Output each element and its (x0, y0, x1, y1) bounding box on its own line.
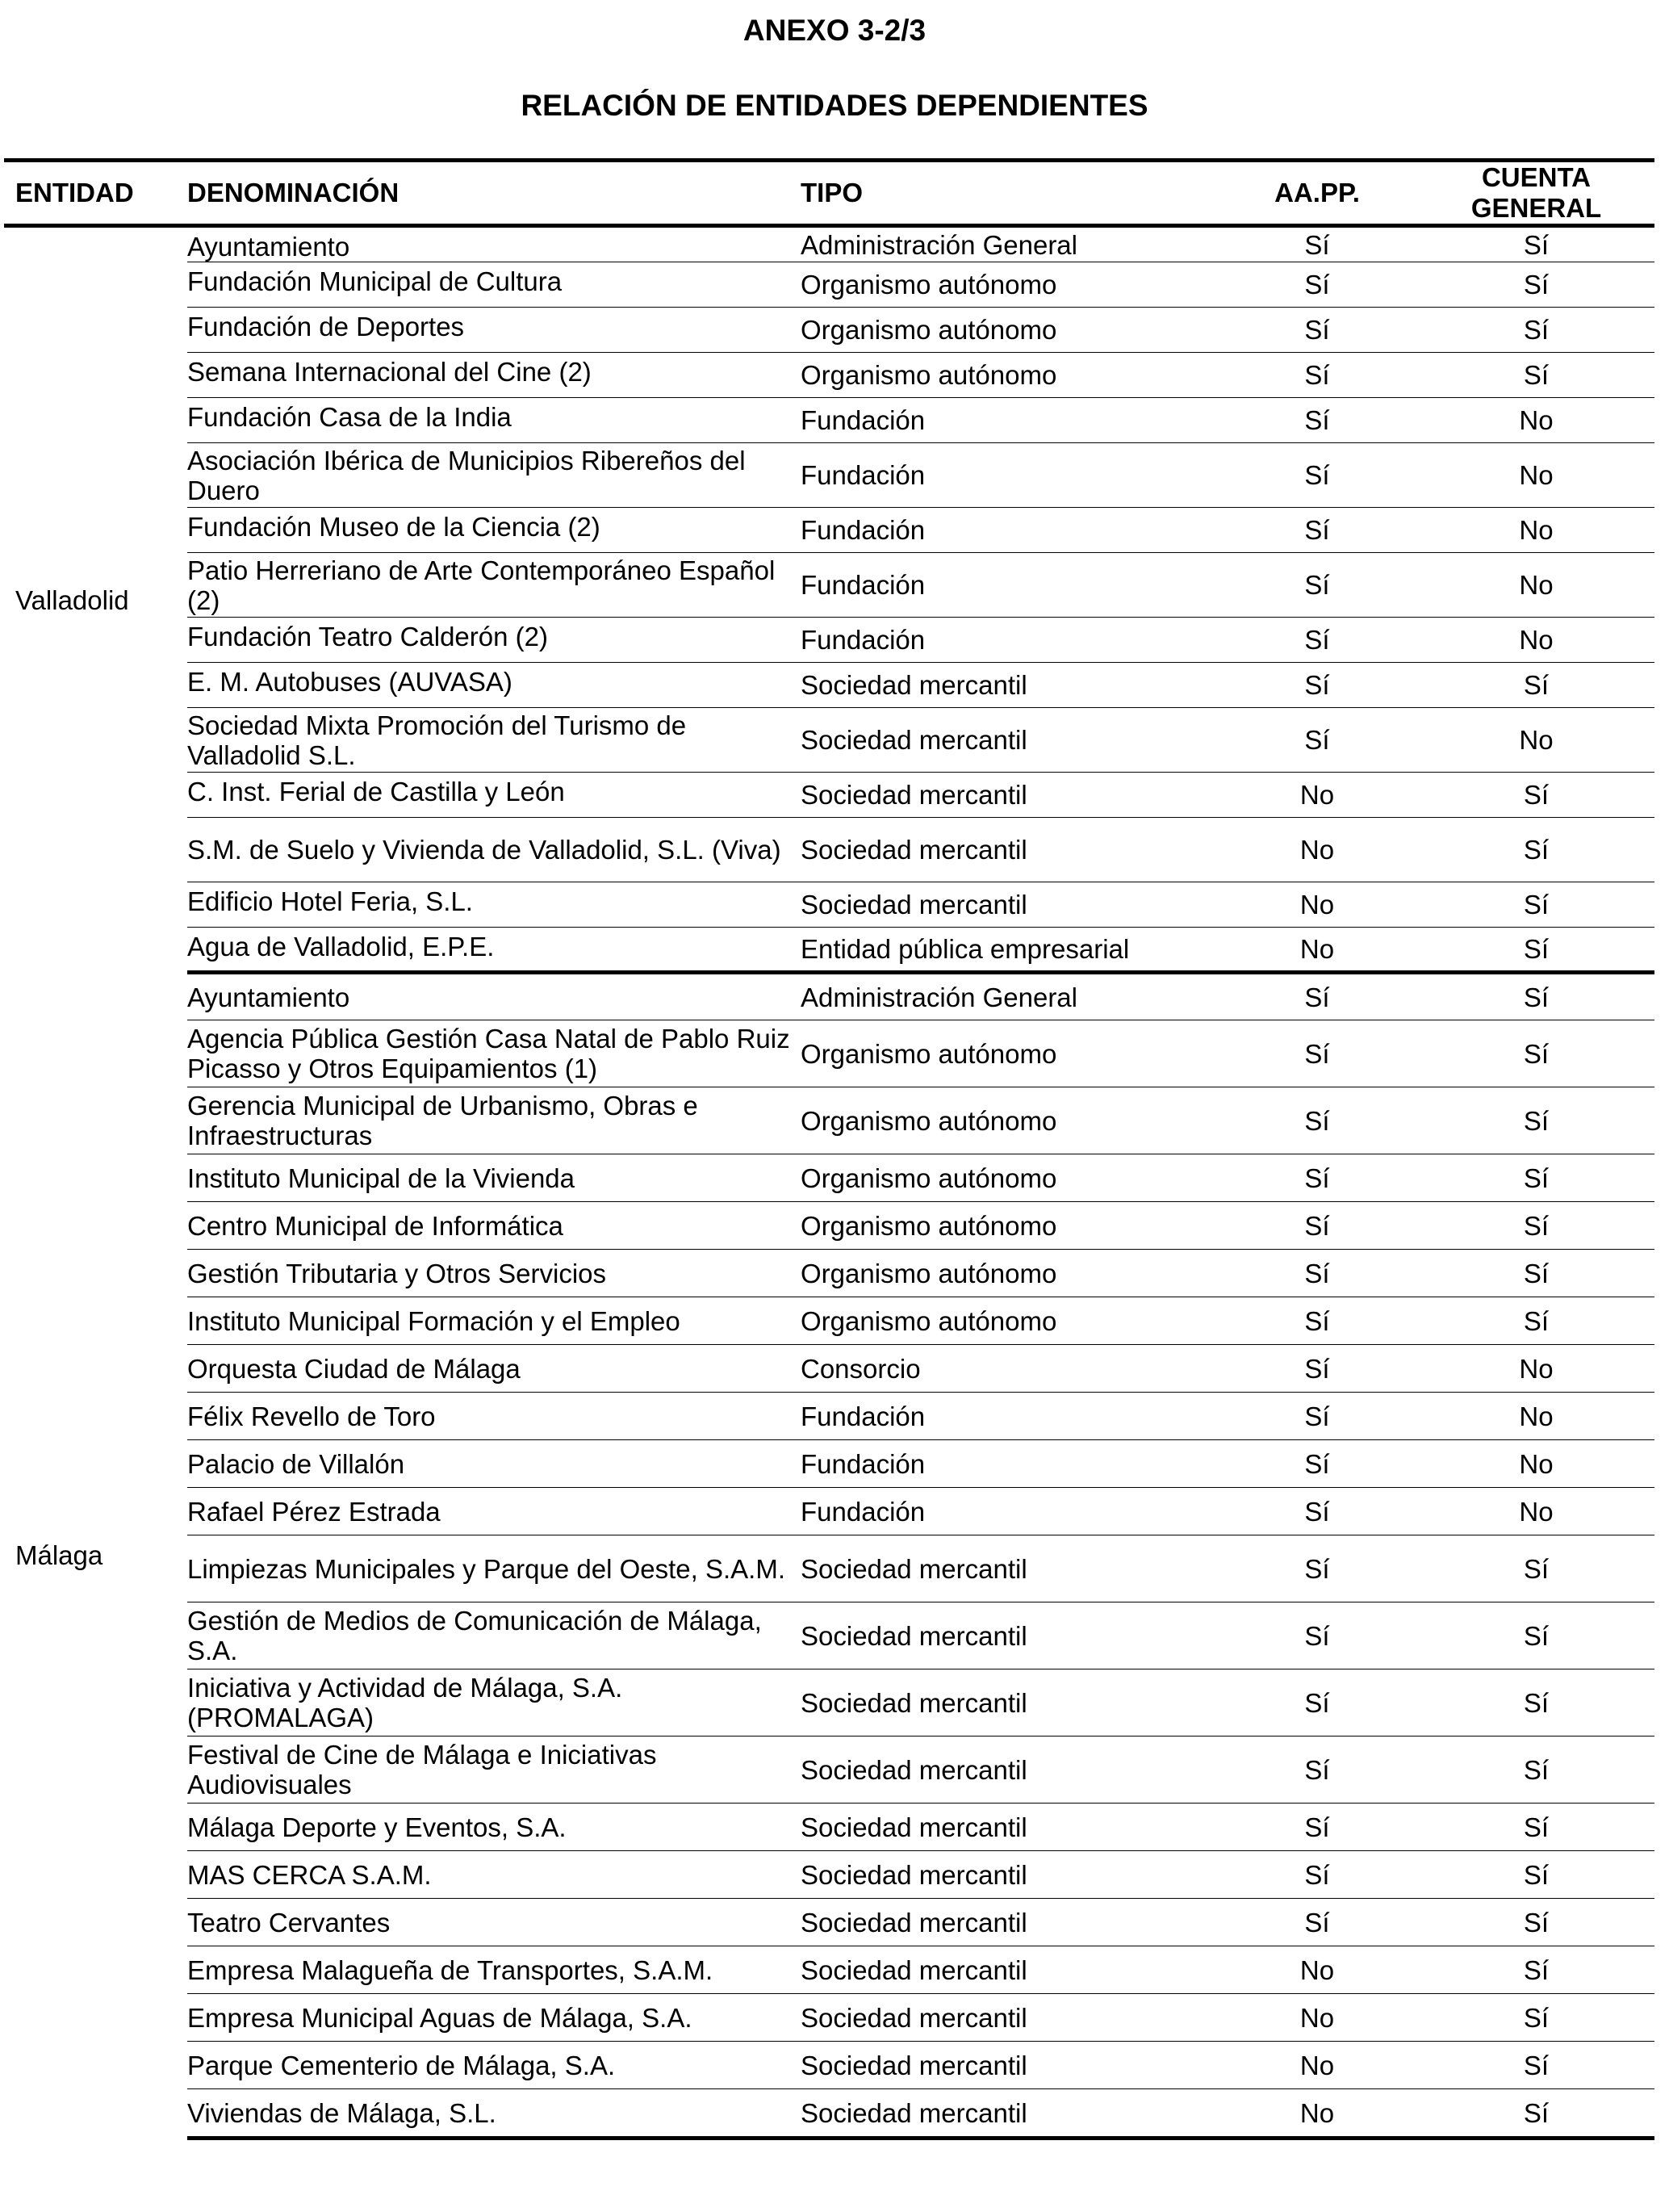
denominacion-cell: Fundación Teatro Calderón (2) (187, 618, 801, 663)
aapp-cell: Sí (1216, 1535, 1418, 1602)
cuenta-general-cell: Sí (1418, 973, 1654, 1020)
entidad-cell: Valladolid (15, 584, 129, 615)
tipo-cell: Organismo autónomo (801, 1154, 1216, 1202)
table-row (4, 818, 1654, 882)
denominacion-cell: Fundación Museo de la Ciencia (2) (187, 508, 801, 553)
aapp-cell: Sí (1216, 443, 1418, 508)
tipo-cell: Organismo autónomo (801, 1020, 1216, 1087)
tipo-cell: Fundación (801, 1393, 1216, 1440)
aapp-cell: Sí (1216, 1202, 1418, 1250)
aapp-cell: Sí (1216, 1669, 1418, 1737)
tipo-cell: Sociedad mercantil (801, 882, 1216, 928)
aapp-cell: Sí (1216, 663, 1418, 708)
table-row (4, 1154, 1654, 1202)
table-row (4, 2042, 1654, 2089)
tipo-cell: Sociedad mercantil (801, 2089, 1216, 2139)
table-row (4, 2089, 1654, 2139)
aapp-cell: Sí (1216, 226, 1418, 262)
cuenta-general-cell: No (1418, 708, 1654, 773)
denominacion-cell: Gestión de Medios de Comunicación de Málaga, S.A. (187, 1602, 801, 1669)
aapp-cell: Sí (1216, 1602, 1418, 1669)
table-row (4, 398, 1654, 443)
tipo-cell: Sociedad mercantil (801, 1535, 1216, 1602)
tipo-cell: Fundación (801, 618, 1216, 663)
denominacion-cell: Empresa Municipal Aguas de Málaga, S.A. (187, 1994, 801, 2042)
cuenta-general-cell: Sí (1418, 1899, 1654, 1946)
aapp-cell: No (1216, 773, 1418, 818)
tipo-cell: Sociedad mercantil (801, 1994, 1216, 2042)
table-row (4, 882, 1654, 928)
table-row (4, 1535, 1654, 1602)
denominacion-cell: Instituto Municipal Formación y el Empleo (187, 1297, 801, 1345)
tipo-cell: Sociedad mercantil (801, 1899, 1216, 1946)
cuenta-general-cell: Sí (1418, 1297, 1654, 1345)
cuenta-general-cell: Sí (1418, 262, 1654, 308)
tipo-cell: Sociedad mercantil (801, 1737, 1216, 1804)
cuenta-general-cell: Sí (1418, 1020, 1654, 1087)
tipo-cell: Organismo autónomo (801, 353, 1216, 398)
table-row (4, 1020, 1654, 1087)
table-row (4, 508, 1654, 553)
denominacion-cell: Gerencia Municipal de Urbanismo, Obras e Infraestructuras (187, 1087, 801, 1154)
aapp-cell: Sí (1216, 1851, 1418, 1899)
cuenta-general-cell: No (1418, 553, 1654, 618)
table-row (4, 1602, 1654, 1669)
cuenta-general-cell: Sí (1418, 1250, 1654, 1297)
denominacion-cell: Centro Municipal de Informática (187, 1202, 801, 1250)
aapp-cell: Sí (1216, 1804, 1418, 1851)
cuenta-general-cell: Sí (1418, 1737, 1654, 1804)
denominacion-cell: Parque Cementerio de Málaga, S.A. (187, 2042, 801, 2089)
table-row (4, 773, 1654, 818)
tipo-cell: Administración General (801, 973, 1216, 1020)
table-row (4, 353, 1654, 398)
cuenta-general-cell: Sí (1418, 773, 1654, 818)
table-row (4, 1851, 1654, 1899)
denominacion-cell: Sociedad Mixta Promoción del Turismo de Valladolid S.L. (187, 708, 801, 773)
denominacion-cell: Teatro Cervantes (187, 1899, 801, 1946)
cuenta-general-cell: Sí (1418, 1602, 1654, 1669)
cuenta-general-cell: Sí (1418, 882, 1654, 928)
cuenta-general-cell: Sí (1418, 1087, 1654, 1154)
aapp-cell: Sí (1216, 1087, 1418, 1154)
tipo-cell: Fundación (801, 553, 1216, 618)
table-body (4, 226, 1654, 2139)
aapp-cell: Sí (1216, 553, 1418, 618)
denominacion-cell: Iniciativa y Actividad de Málaga, S.A. (PROMALAGA) (187, 1669, 801, 1737)
tipo-cell: Organismo autónomo (801, 262, 1216, 308)
aapp-cell: Sí (1216, 1020, 1418, 1087)
table-row (4, 262, 1654, 308)
cuenta-general-cell: No (1418, 1345, 1654, 1393)
tipo-cell: Sociedad mercantil (801, 1804, 1216, 1851)
table-row (4, 663, 1654, 708)
denominacion-cell: Ayuntamiento (187, 226, 801, 262)
denominacion-cell: Patio Herreriano de Arte Contemporáneo Español (2) (187, 553, 801, 618)
table-row (4, 1946, 1654, 1994)
denominacion-cell: Viviendas de Málaga, S.L. (187, 2089, 801, 2139)
tipo-cell: Fundación (801, 398, 1216, 443)
denominacion-cell: Festival de Cine de Málaga e Iniciativas Audiovisuales (187, 1737, 801, 1804)
aapp-cell: Sí (1216, 262, 1418, 308)
denominacion-cell: Fundación Casa de la India (187, 398, 801, 443)
cuenta-general-cell: No (1418, 618, 1654, 663)
tipo-cell: Sociedad mercantil (801, 1851, 1216, 1899)
tipo-cell: Fundación (801, 1440, 1216, 1488)
aapp-cell: No (1216, 928, 1418, 973)
tipo-cell: Sociedad mercantil (801, 663, 1216, 708)
aapp-cell: No (1216, 882, 1418, 928)
tipo-cell: Fundación (801, 443, 1216, 508)
aapp-cell: Sí (1216, 1250, 1418, 1297)
cuenta-general-cell: Sí (1418, 226, 1654, 262)
tipo-cell: Organismo autónomo (801, 1250, 1216, 1297)
aapp-cell: No (1216, 1994, 1418, 2042)
table-row (4, 973, 1654, 1020)
cuenta-general-cell: Sí (1418, 2042, 1654, 2089)
tipo-cell: Organismo autónomo (801, 1297, 1216, 1345)
aapp-cell: Sí (1216, 1154, 1418, 1202)
cuenta-general-cell: Sí (1418, 1202, 1654, 1250)
tipo-cell: Consorcio (801, 1345, 1216, 1393)
denominacion-cell: Gestión Tributaria y Otros Servicios (187, 1250, 801, 1297)
table-row (4, 1804, 1654, 1851)
denominacion-cell: Empresa Malagueña de Transportes, S.A.M. (187, 1946, 801, 1994)
denominacion-cell: Málaga Deporte y Eventos, S.A. (187, 1804, 801, 1851)
table-row (4, 308, 1654, 353)
denominacion-cell: Fundación de Deportes (187, 308, 801, 353)
denominacion-cell: Edificio Hotel Feria, S.L. (187, 882, 801, 928)
annex-number: ANEXO 3-2/3 (742, 14, 927, 47)
denominacion-cell: Orquesta Ciudad de Málaga (187, 1345, 801, 1393)
table-header-row (4, 161, 1654, 226)
tipo-cell: Fundación (801, 1488, 1216, 1535)
tipo-cell: Sociedad mercantil (801, 1946, 1216, 1994)
tipo-cell: Organismo autónomo (801, 1087, 1216, 1154)
cuenta-general-cell: Sí (1418, 1535, 1654, 1602)
denominacion-cell: Rafael Pérez Estrada (187, 1488, 801, 1535)
denominacion-cell: Semana Internacional del Cine (2) (187, 353, 801, 398)
table-row (4, 928, 1654, 973)
aapp-cell: Sí (1216, 1488, 1418, 1535)
cuenta-general-cell: Sí (1418, 1804, 1654, 1851)
denominacion-cell: Agua de Valladolid, E.P.E. (187, 928, 801, 973)
cuenta-general-cell: Sí (1418, 928, 1654, 973)
table-row (4, 1393, 1654, 1440)
tipo-cell: Administración General (801, 226, 1216, 262)
aapp-cell: Sí (1216, 398, 1418, 443)
table-row (4, 226, 1654, 262)
denominacion-cell: Fundación Municipal de Cultura (187, 262, 801, 308)
col-header-aapp: AA.PP. (1216, 161, 1418, 226)
table-row (4, 553, 1654, 618)
cuenta-general-cell: No (1418, 1393, 1654, 1440)
aapp-cell: Sí (1216, 308, 1418, 353)
table-row (4, 1440, 1654, 1488)
cuenta-general-cell: Sí (1418, 1154, 1654, 1202)
aapp-cell: No (1216, 2042, 1418, 2089)
denominacion-cell: MAS CERCA S.A.M. (187, 1851, 801, 1899)
entities-table (4, 158, 1654, 2140)
tipo-cell: Sociedad mercantil (801, 818, 1216, 882)
aapp-cell: Sí (1216, 973, 1418, 1020)
table-row (4, 1250, 1654, 1297)
aapp-cell: Sí (1216, 1297, 1418, 1345)
aapp-cell: Sí (1216, 1440, 1418, 1488)
tipo-cell: Sociedad mercantil (801, 1602, 1216, 1669)
denominacion-cell: C. Inst. Ferial de Castilla y León (187, 773, 801, 818)
cuenta-general-cell: Sí (1418, 1669, 1654, 1737)
cuenta-general-cell: No (1418, 1440, 1654, 1488)
table-row (4, 1669, 1654, 1737)
tipo-cell: Organismo autónomo (801, 308, 1216, 353)
cuenta-general-cell: Sí (1418, 818, 1654, 882)
cuenta-general-cell: No (1418, 508, 1654, 553)
cuenta-general-cell: Sí (1418, 353, 1654, 398)
table-row (4, 1994, 1654, 2042)
tipo-cell: Sociedad mercantil (801, 773, 1216, 818)
entidad-cell: Málaga (15, 1540, 103, 1570)
aapp-cell: Sí (1216, 1393, 1418, 1440)
denominacion-cell: Asociación Ibérica de Municipios Ribereños del Duero (187, 443, 801, 508)
tipo-cell: Sociedad mercantil (801, 708, 1216, 773)
aapp-cell: Sí (1216, 1345, 1418, 1393)
aapp-cell: Sí (1216, 1899, 1418, 1946)
denominacion-cell: S.M. de Suelo y Vivienda de Valladolid, S.L. (Viva) (187, 818, 801, 882)
cuenta-general-cell: Sí (1418, 1994, 1654, 2042)
col-header-cuenta-general: CUENTA GENERAL (1418, 161, 1654, 226)
cuenta-general-cell: Sí (1418, 2089, 1654, 2139)
aapp-cell: Sí (1216, 618, 1418, 663)
aapp-cell: No (1216, 1946, 1418, 1994)
aapp-cell: Sí (1216, 708, 1418, 773)
denominacion-cell: Agencia Pública Gestión Casa Natal de Pablo Ruiz Picasso y Otros Equipamientos (1) (187, 1020, 801, 1087)
tipo-cell: Fundación (801, 508, 1216, 553)
table-row (4, 1737, 1654, 1804)
denominacion-cell: Palacio de Villalón (187, 1440, 801, 1488)
cuenta-general-cell: No (1418, 1488, 1654, 1535)
col-header-denominacion: DENOMINACIÓN (187, 161, 801, 226)
tipo-cell: Sociedad mercantil (801, 2042, 1216, 2089)
aapp-cell: No (1216, 2089, 1418, 2139)
tipo-cell: Sociedad mercantil (801, 1669, 1216, 1737)
denominacion-cell: Limpiezas Municipales y Parque del Oeste, S.A.M. (187, 1535, 801, 1602)
aapp-cell: Sí (1216, 508, 1418, 553)
denominacion-cell: Instituto Municipal de la Vivienda (187, 1154, 801, 1202)
aapp-cell: No (1216, 818, 1418, 882)
table-row (4, 1345, 1654, 1393)
denominacion-cell: Ayuntamiento (187, 973, 801, 1020)
table-row (4, 1202, 1654, 1250)
denominacion-cell: Félix Revello de Toro (187, 1393, 801, 1440)
cuenta-general-cell: Sí (1418, 308, 1654, 353)
table-row (4, 443, 1654, 508)
table-row (4, 618, 1654, 663)
denominacion-cell: E. M. Autobuses (AUVASA) (187, 663, 801, 708)
cuenta-general-cell: Sí (1418, 1946, 1654, 1994)
table-row (4, 708, 1654, 773)
table-row (4, 1899, 1654, 1946)
cuenta-general-cell: Sí (1418, 663, 1654, 708)
col-header-entidad: ENTIDAD (4, 161, 187, 226)
cuenta-general-cell: No (1418, 443, 1654, 508)
table-row (4, 1488, 1654, 1535)
table-row (4, 1297, 1654, 1345)
aapp-cell: Sí (1216, 353, 1418, 398)
aapp-cell: Sí (1216, 1737, 1418, 1804)
table-row (4, 1087, 1654, 1154)
cuenta-general-cell: Sí (1418, 1851, 1654, 1899)
tipo-cell: Organismo autónomo (801, 1202, 1216, 1250)
col-header-tipo: TIPO (801, 161, 1216, 226)
document-title: RELACIÓN DE ENTIDADES DEPENDIENTES (521, 89, 1148, 122)
tipo-cell: Entidad pública empresarial (801, 928, 1216, 973)
cuenta-general-cell: No (1418, 398, 1654, 443)
